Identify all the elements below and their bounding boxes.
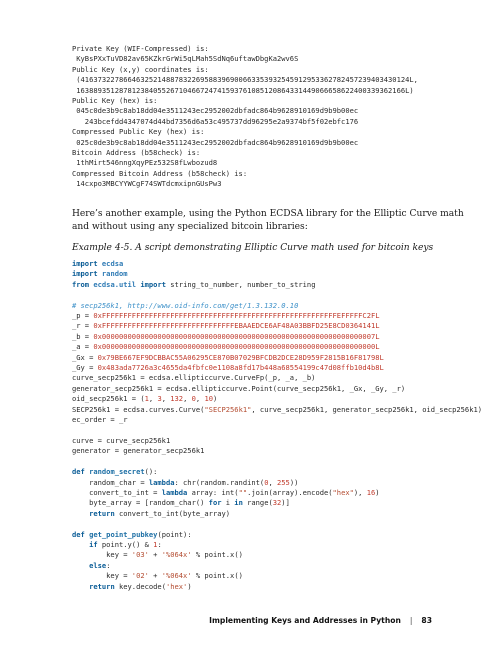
code-text: point.y() & <box>97 539 154 549</box>
keyword: import <box>72 269 98 279</box>
code-text: , <box>268 477 278 487</box>
code-line: curve = curve_secp256k1 <box>72 435 171 445</box>
code-line: generator_secp256k1 = ecdsa.ellipticcurve.Point(curve_secp256k1, _Gx, _Gy, _r) <box>72 383 406 393</box>
number-literal: 0 <box>264 477 269 487</box>
code-text: % point.x() <box>191 550 243 560</box>
code-line <box>72 363 384 372</box>
code-line <box>72 582 192 591</box>
code-line <box>72 394 217 403</box>
code-line <box>72 280 315 289</box>
keyword: from <box>72 279 90 289</box>
code-text <box>72 582 89 591</box>
page-number: 83 <box>421 616 432 625</box>
code-line <box>72 478 298 487</box>
keyword: import <box>140 279 166 289</box>
code-text: byte_array = [random_char() <box>72 498 209 508</box>
code-line <box>72 498 290 507</box>
code-text: ), <box>353 487 367 497</box>
code-line <box>72 509 230 518</box>
number-literal: 16 <box>366 487 376 497</box>
keyword: def <box>72 467 85 477</box>
code-text: , <box>195 394 205 404</box>
code-line <box>72 311 380 320</box>
number-literal: 1 <box>144 394 149 404</box>
output-line: 045c0de3b9c8ab18dd04e3511243ec2952002dbfadc864b9628910169d9b9b00ec <box>72 106 359 116</box>
code-line: generator = generator_secp256k1 <box>72 446 205 456</box>
function-name: get_point_pubkey <box>89 529 158 539</box>
footer-separator: | <box>409 616 413 625</box>
code-text: + <box>148 550 162 560</box>
code-text <box>72 561 89 570</box>
code-text: range( <box>242 498 273 508</box>
code-line <box>72 259 123 268</box>
number-literal: 3 <box>157 394 162 404</box>
string-literal: '%064x' <box>161 571 192 581</box>
code-text: + <box>148 571 162 581</box>
output-line: 14cxpo3MBCYYWCgF74SWTdcmxipnGUsPw3 <box>72 179 222 189</box>
hex-literal: 0xFFFFFFFFFFFFFFFFFFFFFFFFFFFFFFFFFFFFFFFFFFFFFFFFFFFFFFFEFFFFFC2FL <box>93 311 380 321</box>
keyword: lambda <box>161 487 188 497</box>
output-line: 243bcefdd4347074d44bd7356d6a53c495737dd96295e2a9374bf5f02ebfc176 <box>72 116 359 126</box>
keyword: if <box>89 539 98 549</box>
var-name: _a = <box>72 342 94 352</box>
module-name: ecdsa <box>101 259 124 268</box>
output-line: 025c0de3b9c8ab18dd04e3511243ec2952002dbfadc864b9628910169d9b9b00ec <box>72 137 359 147</box>
number-literal: 255 <box>277 477 290 487</box>
imported-names: string_to_number, number_to_string <box>166 279 316 289</box>
code-line <box>72 332 380 341</box>
code-text: key.decode( <box>114 581 166 591</box>
keyword: return <box>89 581 115 591</box>
code-text: (): <box>144 467 158 477</box>
code-text: ) <box>187 581 192 591</box>
code-line <box>72 571 243 580</box>
number-literal: 32 <box>272 498 282 508</box>
code-line <box>72 488 380 497</box>
number-literal: 10 <box>204 394 213 404</box>
string-literal: '%064x' <box>161 550 192 560</box>
code-text: convert_to_int(byte_array) <box>114 508 231 518</box>
code-text: SECP256k1 = ecdsa.curves.Curve( <box>72 404 205 414</box>
hex-literal: 0x79BE667EF9DCBBAC55A06295CE870B07029BFCDB2DCE28D959F2815B16F81798L <box>97 352 384 362</box>
var-name: _b = <box>72 331 94 341</box>
code-text: )] <box>281 498 290 508</box>
code-text <box>72 540 89 549</box>
keyword: for <box>208 498 222 508</box>
code-line: curve_secp256k1 = ecdsa.ellipticcurve.CurveFp(_p, _a, _b) <box>72 373 316 383</box>
code-line <box>72 467 157 476</box>
output-line: Compressed Bitcoin Address (b58check) is: <box>72 168 248 178</box>
code-line <box>72 550 243 559</box>
code-line <box>72 269 128 278</box>
code-text: , <box>183 394 192 404</box>
code-line <box>72 321 380 330</box>
module-name: random <box>101 269 128 279</box>
code-text: , <box>161 394 171 404</box>
code-text: % point.x() <box>191 571 243 581</box>
hex-literal: 0x0000000000000000000000000000000000000000000000000000000000000000L <box>93 342 380 352</box>
var-name: _r = <box>72 321 94 331</box>
output-line: Public Key (x,y) coordinates is: <box>72 64 209 74</box>
var-name: _p = <box>72 311 94 321</box>
code-line: ec_order = _r <box>72 415 128 425</box>
code-line <box>72 405 482 414</box>
function-name: random_secret <box>89 467 145 477</box>
keyword: lambda <box>148 477 175 487</box>
module-name: ecdsa.util <box>93 279 137 289</box>
keyword: in <box>234 498 243 508</box>
code-text: , <box>148 394 158 404</box>
code-line <box>72 353 384 362</box>
code-text: key = <box>72 550 132 560</box>
code-text: ) <box>213 394 218 404</box>
keyword: def <box>72 529 85 539</box>
code-text: random_char = <box>72 477 149 487</box>
code-text <box>72 509 89 518</box>
output-line: Public Key (hex) is: <box>72 96 158 106</box>
code-text: array: int( <box>187 487 239 497</box>
body-paragraph: Here’s another example, using the Python ECDSA library for the Elliptic Curve math and without using any specialized bitcoin libraries: <box>72 209 464 233</box>
string-literal: "SECP256k1" <box>204 404 252 414</box>
var-name: _Gx = <box>72 352 98 362</box>
keyword: return <box>89 508 115 518</box>
string-literal: "hex" <box>332 487 354 497</box>
code-text: ) <box>375 487 380 497</box>
hex-literal: 0x0000000000000000000000000000000000000000000000000000000000000007L <box>93 331 380 341</box>
code-text: i <box>221 498 235 508</box>
string-literal: '03' <box>131 550 149 560</box>
code-text: , curve_secp256k1, generator_secp256k1, oid_secp256k1) <box>251 404 483 414</box>
code-line <box>72 342 380 351</box>
code-text: oid_secp256k1 = ( <box>72 394 145 404</box>
output-line: (41637322786646325214887832269588396900663353932545912953362782457239403430124L, <box>72 75 418 85</box>
code-comment: # secp256k1, http://www.oid-info.com/get/1.3.132.0.10 <box>72 300 299 310</box>
output-line: KyBsPXxTuVD82av65KZkrGrWi5qLMah5SdNq6uftawDbgKa2wv6S <box>72 54 299 64</box>
code-listing <box>72 259 502 592</box>
code-text: convert_to_int = <box>72 487 162 497</box>
var-name: _Gy = <box>72 363 98 373</box>
code-text: key = <box>72 571 132 581</box>
number-literal: 132 <box>170 394 184 404</box>
number-literal: 0 <box>191 394 196 404</box>
output-line: Bitcoin Address (b58check) is: <box>72 148 201 158</box>
example-caption: Example 4-5. A script demonstrating Elliptic Curve math used for bitcoin keys <box>72 243 434 253</box>
code-text: (point): <box>157 529 192 539</box>
code-line <box>72 530 192 539</box>
string-literal: '02' <box>131 571 149 581</box>
string-literal: 'hex' <box>165 581 188 591</box>
running-title: Implementing Keys and Addresses in Python <box>209 616 401 625</box>
number-literal: 1 <box>153 539 158 549</box>
output-line: Private Key (WIF-Compressed) is: <box>72 44 209 53</box>
output-line: Compressed Public Key (hex) is: <box>72 127 205 137</box>
code-text: : chr(random.randint( <box>174 477 265 487</box>
output-line: 1thMirt546nngXqyPEz532S8fLwbozud8 <box>72 158 218 168</box>
page-footer <box>72 616 432 625</box>
output-line: 16388935128781238405526710466724741593761085120864331449066658622400339362166L) <box>72 85 414 95</box>
code-line <box>72 540 162 549</box>
code-text: )) <box>289 477 299 487</box>
code-line <box>72 561 110 570</box>
hex-literal: 0xFFFFFFFFFFFFFFFFFFFFFFFFFFFFFFFEBAAEDCE6AF48A03BBFD25E8CD0364141L <box>93 321 380 331</box>
keyword: else <box>89 560 107 570</box>
code-text: .join(array).encode( <box>247 487 333 497</box>
string-literal: "" <box>238 487 248 497</box>
code-text: : <box>106 560 111 570</box>
code-text: : <box>157 539 162 549</box>
keyword: import <box>72 259 98 268</box>
hex-literal: 0x483ada7726a3c4655da4fbfc0e1108a8fd17b448a68554199c47d08ffb10d4b8L <box>97 363 384 373</box>
program-output-block <box>72 44 492 190</box>
